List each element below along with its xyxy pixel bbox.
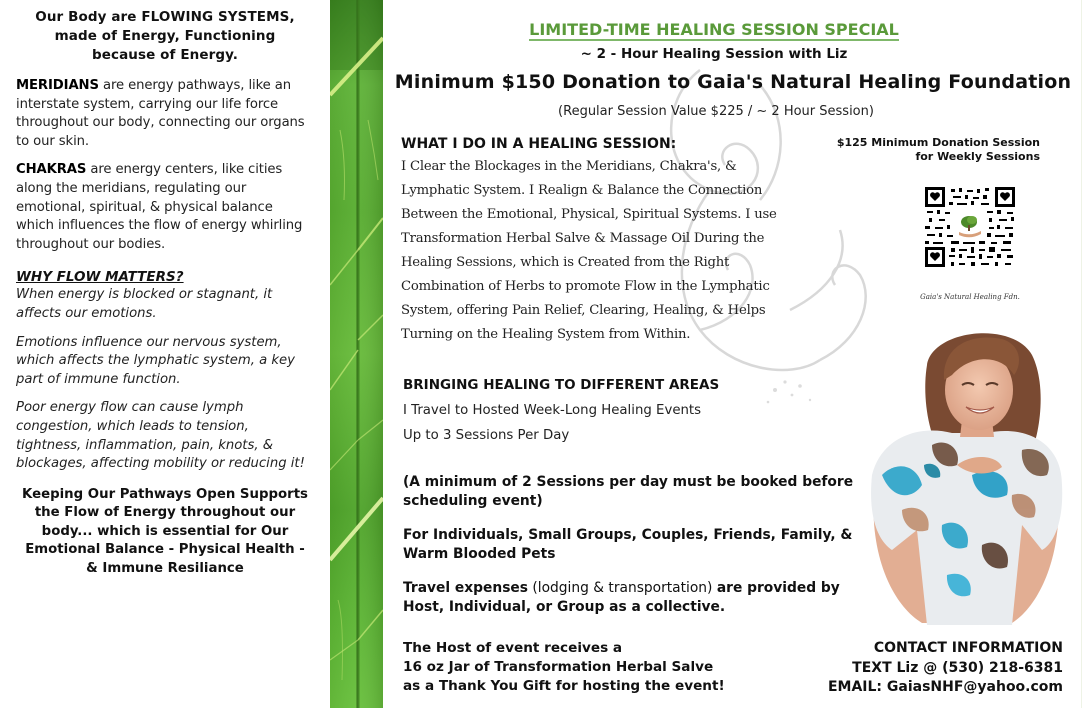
intro-heading: Our Body are FLOWING SYSTEMS, made of Energy, Functioning because of Energy. <box>35 9 295 63</box>
travel-bold-2: are provided by Host, Individual, or Group as a collective. <box>403 580 840 615</box>
host-line: The Host of event receives a <box>403 640 623 656</box>
body-line: Lymphatic System. I Realign & Balance the Connection <box>401 183 763 198</box>
body-line: Healing Sessions, which is Created from the Right <box>401 255 730 270</box>
regular-value-note: (Regular Session Value $225 / ~ 2 Hour Session) <box>558 104 874 119</box>
special-offer-title <box>383 20 1045 39</box>
contact-information <box>780 639 1063 698</box>
why-paragraph: Emotions influence our nervous system, which affects the lymphatic system, a key part of immune function. <box>16 334 295 387</box>
meridians-paragraph <box>16 77 314 151</box>
weekly-line: $125 Minimum Donation Session <box>836 136 1040 149</box>
host-line: 16 oz Jar of Transformation Herbal Salve <box>403 659 714 675</box>
chakras-paragraph <box>16 161 314 254</box>
leaf-image-strip <box>330 0 383 708</box>
body-line: System, offering Pain Relief, Clearing, Healing, & Helps <box>401 303 766 318</box>
portrait-photo <box>862 325 1068 625</box>
body-line: Between the Emotional, Physical, Spiritual Systems. I use <box>401 207 777 222</box>
closing-statement: Keeping Our Pathways Open Supports the Flow of Energy throughout our body... which is essential for Our Emotional Balance - Physical Health - & Immune Resiliance <box>22 486 308 577</box>
qr-code-icon[interactable] <box>925 187 1015 267</box>
special-offer-text: LIMITED-TIME HEALING SESSION SPECIAL <box>529 20 899 39</box>
contact-title: CONTACT INFORMATION <box>873 640 1063 656</box>
weekly-line: for Weekly Sessions <box>915 150 1040 163</box>
qr-caption: Gaia's Natural Healing Fdn. <box>920 293 1020 301</box>
travel-expenses-note <box>403 579 883 617</box>
left-panel <box>0 0 330 708</box>
body-line: Transformation Herbal Salve & Massage Oil During the <box>401 231 765 246</box>
meridians-text: are energy pathways, like an interstate system, carrying our life force throughout our body, connecting our organs to our skin. <box>16 78 305 149</box>
session-subtitle: ~ 2 - Hour Healing Session with Liz <box>580 46 848 62</box>
areas-title: BRINGING HEALING TO DIFFERENT AREAS <box>403 377 720 393</box>
why-paragraph: When energy is blocked or stagnant, it affects our emotions. <box>16 287 273 321</box>
minimum-sessions-note: (A minimum of 2 Sessions per day must be booked before scheduling event) <box>403 474 854 509</box>
chakras-text: are energy centers, like cities along the meridians, regulating our emotional, spiritual, & physical balance which influences the flow of energy whirling throughout our bodies. <box>16 162 303 252</box>
host-gift-note <box>403 639 803 696</box>
why-paragraph: Poor energy flow can cause lymph congestion, which leads to tension, tightness, inflammation, pain, knots, & blockages, affecting mobility or reducing it! <box>16 400 305 472</box>
body-line: I Clear the Blockages in the Meridians, Chakra's, & <box>401 159 737 174</box>
contact-email[interactable]: EMAIL: GaiasNHF@yahoo.com <box>827 679 1063 695</box>
meridians-term: MERIDIANS <box>16 78 99 93</box>
audience-line: For Individuals, Small Groups, Couples, Friends, Family, & Warm Blooded Pets <box>403 527 853 562</box>
body-line: Turning on the Healing System from Within. <box>401 327 691 342</box>
page-edge-divider <box>1081 0 1082 708</box>
host-line: as a Thank You Gift for hosting the event! <box>403 678 725 694</box>
travel-events-line: I Travel to Hosted Week-Long Healing Events <box>403 403 702 418</box>
travel-bold-1: Travel expenses <box>403 580 528 596</box>
body-line: Combination of Herbs to promote Flow in the Lymphatic <box>401 279 770 294</box>
weekly-session-price <box>790 136 1040 164</box>
minimum-donation-heading: Minimum $150 Donation to Gaia's Natural Healing Foundation <box>394 71 1072 93</box>
chakras-term: CHAKRAS <box>16 162 87 178</box>
leaf-vein-icon <box>330 0 383 708</box>
sessions-per-day-line: Up to 3 Sessions Per Day <box>403 428 570 443</box>
contact-phone[interactable]: TEXT Liz @ (530) 218-6381 <box>852 659 1063 676</box>
travel-plain: (lodging & transportation) <box>528 580 717 596</box>
what-i-do-title: WHAT I DO IN A HEALING SESSION: <box>401 136 677 152</box>
what-i-do-body <box>401 155 841 347</box>
why-flow-title: WHY FLOW MATTERS? <box>16 269 184 286</box>
